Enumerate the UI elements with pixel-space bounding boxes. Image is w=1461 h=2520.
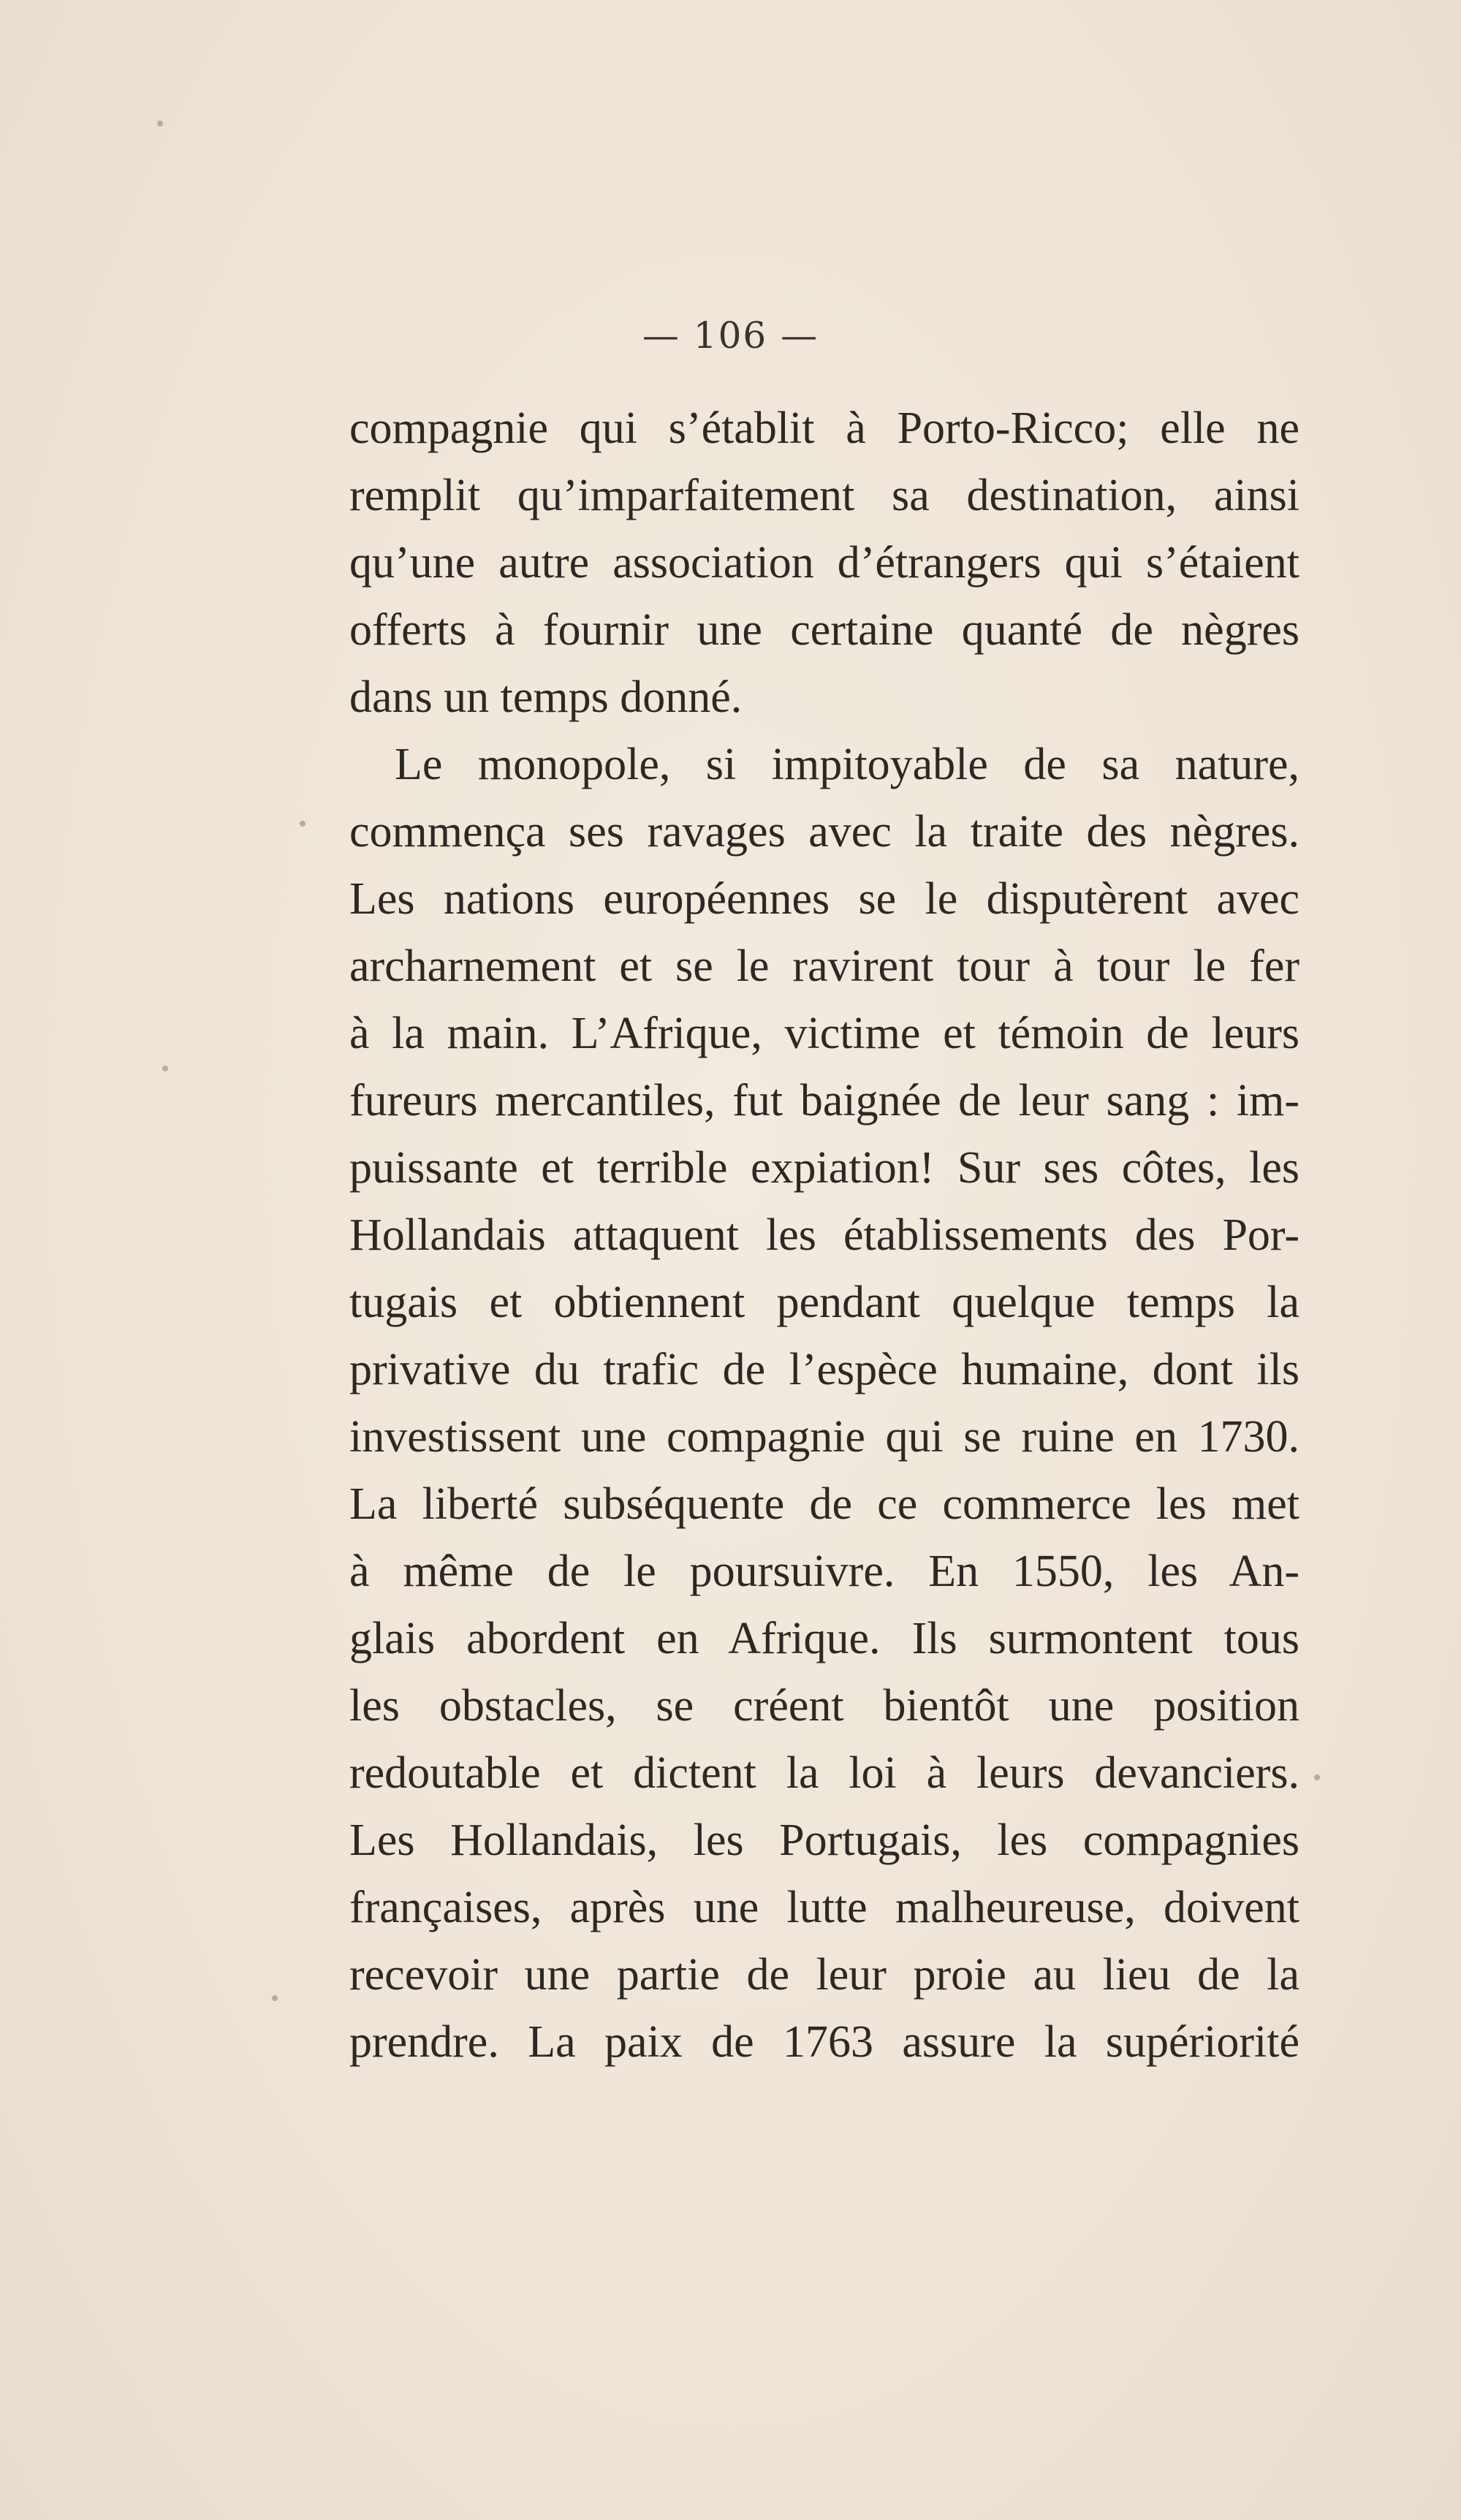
paper-speck xyxy=(272,1995,278,2001)
text-line: recevoir une partie de leur proie au lieu de la xyxy=(349,1950,1299,2000)
text-line: privative du trafic de l’espèce humaine, dont ils xyxy=(349,1345,1299,1394)
text-line: fureurs mercantiles, fut baignée de leur sang : im- xyxy=(349,1076,1299,1126)
paper-speck xyxy=(1314,1775,1320,1780)
text-line: à la main. L’Afrique, victime et témoin de leurs xyxy=(349,1009,1299,1058)
text-line: archarnement et se le ravirent tour à tour le fer xyxy=(349,941,1299,991)
paper-speck xyxy=(157,121,163,126)
page-number: — 106 — xyxy=(642,314,819,357)
text-line: Le monopole, si impitoyable de sa nature, xyxy=(395,740,1299,789)
text-line: dans un temps donné. xyxy=(349,672,743,722)
text-line: les obstacles, se créent bientôt une position xyxy=(349,1681,1299,1731)
text-line: compagnie qui s’établit à Porto-Ricco; elle ne xyxy=(349,403,1299,453)
text-line: qu’une autre association d’étrangers qui s’étaient xyxy=(349,538,1299,588)
text-line: redoutable et dictent la loi à leurs devanciers. xyxy=(349,1748,1299,1798)
text-line: à même de le poursuivre. En 1550, les An- xyxy=(349,1546,1299,1596)
body-text xyxy=(349,395,1299,2076)
text-line: Hollandais attaquent les établissements des Por- xyxy=(349,1210,1299,1260)
text-line: Les nations européennes se le disputèrent avec xyxy=(349,874,1299,924)
text-line: commença ses ravages avec la traite des nègres. xyxy=(349,807,1299,857)
text-line: investissent une compagnie qui se ruine en 1730. xyxy=(349,1412,1299,1462)
paper-speck xyxy=(162,1066,168,1071)
text-line: offerts à fournir une certaine quanté de nègres xyxy=(349,605,1299,655)
text-line: prendre. La paix de 1763 assure la supériorité xyxy=(349,2017,1299,2067)
text-line: glais abordent en Afrique. Ils surmontent tous xyxy=(349,1614,1299,1663)
text-line: remplit qu’imparfaitement sa destination, ainsi xyxy=(349,471,1299,520)
text-line: puissante et terrible expiation! Sur ses côtes, les xyxy=(349,1143,1299,1193)
text-line: tugais et obtiennent pendant quelque temps la xyxy=(349,1278,1299,1327)
text-line: La liberté subséquente de ce commerce les met xyxy=(349,1479,1299,1529)
paper-speck xyxy=(300,821,306,827)
text-line: Les Hollandais, les Portugais, les compagnies xyxy=(349,1815,1299,1865)
text-line: françaises, après une lutte malheureuse, doivent xyxy=(349,1883,1299,1932)
